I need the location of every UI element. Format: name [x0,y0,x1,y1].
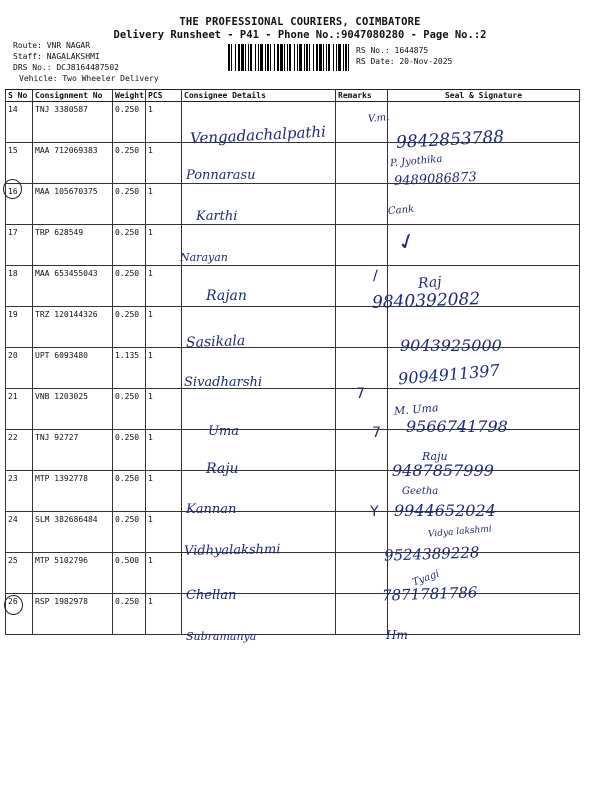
remarks-cell [336,471,388,512]
barcode-bar [343,44,344,71]
handwritten-signature: Geetha [402,486,439,497]
vehicle-text: Vehicle: Two Wheeler Delivery [19,74,159,83]
drs-text: DRS No.: DCJ8164487502 [13,63,119,72]
col-consignment: Consignment No [33,90,113,102]
weight-cell: 0.250 [113,594,146,635]
pcs-cell: 1 [146,307,182,348]
weight-cell: 0.250 [113,266,146,307]
consignee-handwritten-name: Sasikala [185,332,246,352]
barcode-bar [299,44,302,71]
remark-tick-mark: / [373,268,378,284]
barcode-bar [287,44,288,71]
consignment-cell: TNJ 3380587 [33,102,113,143]
barcode-bar [319,44,322,71]
meta-left [13,40,119,73]
remarks-cell [336,184,388,225]
route-text: Route: VNR NAGAR [13,41,91,50]
pcs-cell: 1 [146,184,182,225]
serial-circle-mark [4,595,23,615]
consignee-handwritten-name: Chellan [186,588,237,603]
handwritten-signature: Raju [422,450,448,463]
consignment-cell: MAA 653455043 [33,266,113,307]
serial-number-cell: 20 [6,348,33,389]
col-pcs: PCS [146,90,182,102]
consignee-cell [182,430,336,471]
remarks-cell [336,553,388,594]
serial-number-cell: 19 [6,307,33,348]
barcode-bar [274,44,275,71]
remarks-cell [336,307,388,348]
serial-number-cell: 22 [6,430,33,471]
consignee-handwritten-name: Kannan [186,502,237,517]
handwritten-signature: 9043925000 [400,336,502,355]
remarks-cell [336,225,388,266]
consignment-cell: TRP 628549 [33,225,113,266]
handwritten-signature: Vidya lakshmi [427,524,493,540]
table-header-row [6,90,580,102]
serial-number-cell: 25 [6,553,33,594]
handwritten-signature: 9489086873 [393,169,478,190]
handwritten-signature: 9566741798 [406,417,508,436]
barcode-bar [284,44,285,71]
consignee-handwritten-name: Vengadachalpathi [189,122,327,148]
barcode-bar [323,44,324,71]
remark-tick-mark: 7 [356,386,365,402]
barcode-bar [248,44,249,71]
consignment-cell: UPT 6093480 [33,348,113,389]
handwritten-signature: 9944652024 [394,501,496,520]
barcode-bar [235,44,236,71]
barcode [228,44,352,71]
serial-number-cell: 17 [6,225,33,266]
handwritten-signature: M. Uma [393,401,439,418]
weight-cell: 0.250 [113,184,146,225]
rs-number: RS No.: 1644875 [356,46,429,55]
consignment-cell: RSP 1982978 [33,594,113,635]
consignee-cell [182,389,336,430]
barcode-bar [255,44,256,71]
consignment-cell: MAA 105670375 [33,184,113,225]
signature-cell [388,184,580,225]
barcode-bar [277,44,279,71]
weight-cell: 1.135 [113,348,146,389]
serial-number-cell: 21 [6,389,33,430]
handwritten-signature: 9842853788 [395,127,505,153]
table-row [6,184,580,225]
weight-cell: 0.250 [113,102,146,143]
serial-number-cell: 23 [6,471,33,512]
pcs-cell: 1 [146,389,182,430]
consignee-handwritten-name: Vidhyalakshmi [183,542,281,559]
barcode-bar [345,44,347,71]
serial-circle-mark [3,179,22,199]
barcode-bar [241,44,244,71]
weight-cell: 0.250 [113,143,146,184]
serial-number-cell: 16 [6,184,33,225]
remark-tick-mark: 7 [372,425,381,441]
consignee-handwritten-name: Karthi [196,209,238,224]
table-row [6,553,580,594]
barcode-bar [333,44,334,71]
pcs-cell: 1 [146,348,182,389]
table-row [6,225,580,266]
barcode-bar [338,44,341,71]
serial-number-cell: 15 [6,143,33,184]
barcode-bar [326,44,327,71]
table-row [6,266,580,307]
barcode-bar [309,44,310,71]
consignment-cell: TNJ 92727 [33,430,113,471]
table-row [6,143,580,184]
consignee-handwritten-name: Narayan [180,251,228,264]
col-sno: S No [6,90,33,102]
pcs-cell: 1 [146,471,182,512]
col-consignee: Consignee Details [182,90,336,102]
remarks-cell [336,594,388,635]
serial-number-cell: 26 [6,594,33,635]
col-weight: Weight [113,90,146,102]
barcode-bar [316,44,318,71]
pcs-cell: 1 [146,143,182,184]
rs-date: RS Date: 20-Nov-2025 [356,57,453,66]
barcode-bar [294,44,295,71]
pcs-cell: 1 [146,225,182,266]
pcs-cell: 1 [146,553,182,594]
weight-cell: 0.250 [113,225,146,266]
handwritten-signature: Cank [387,203,415,218]
barcode-bar [265,44,266,71]
barcode-bar [267,44,269,71]
handwritten-signature: 7871781786 [381,583,478,605]
serial-number-cell: 24 [6,512,33,553]
serial-number-cell: 18 [6,266,33,307]
consignee-handwritten-name: Rajan [206,288,247,304]
consignment-cell: MTP 5102796 [33,553,113,594]
remarks-cell [336,348,388,389]
signature-scribble-icon: ✓ [394,227,421,258]
barcode-bar [228,44,230,71]
barcode-bar [348,44,349,71]
meta-right [356,45,452,67]
staff-text: Staff: NAGALAKSHMI [13,52,100,61]
barcode-bar [238,44,240,71]
barcode-bar [336,44,337,71]
barcode-bar [304,44,305,71]
handwritten-signature: Tyagi [410,568,441,589]
weight-cell: 0.250 [113,512,146,553]
barcode-bar [250,44,252,71]
barcode-bar [231,44,232,71]
weight-cell: 0.250 [113,307,146,348]
remarks-cell [336,143,388,184]
remarks-cell [336,512,388,553]
pcs-cell: 1 [146,266,182,307]
handwritten-signature: Hm [386,628,408,642]
consignee-handwritten-name: Sivadharshi [184,375,263,390]
handwritten-signature: 9840392082 [371,289,481,313]
sheet-subtitle: Delivery Runsheet - P41 - Phone No.:9047080280 - Page No.:2 [113,29,487,41]
handwritten-signature: 9487857999 [392,461,494,480]
weight-cell: 0.250 [113,389,146,430]
col-remarks: Remarks [336,90,388,102]
weight-cell: 0.500 [113,553,146,594]
handwritten-signature: Raj [417,274,443,292]
table-row [6,594,580,635]
consignment-cell: SLM 382686484 [33,512,113,553]
consignee-handwritten-name: Ponnarasu [186,168,256,183]
consignment-cell: TRZ 120144326 [33,307,113,348]
pcs-cell: 1 [146,594,182,635]
serial-number-cell: 14 [6,102,33,143]
barcode-bar [258,44,259,71]
consignee-handwritten-name: Subramanya [186,630,257,643]
handwritten-signature: V.m. [367,112,390,125]
consignee-handwritten-name: Uma [208,424,240,439]
pcs-cell: 1 [146,102,182,143]
handwritten-signature: P. Jyothika [389,153,443,170]
barcode-bar [313,44,314,71]
consignee-handwritten-name: Raju [206,461,239,477]
remark-tick-mark: Y [370,504,379,520]
col-signature: Seal & Signature [388,90,580,102]
barcode-bar [280,44,283,71]
weight-cell: 0.250 [113,471,146,512]
barcode-bar [260,44,263,71]
handwritten-signature: 9524389228 [383,543,480,565]
handwritten-signature: 9094911397 [397,360,501,389]
barcode-bar [289,44,291,71]
barcode-bar [328,44,330,71]
pcs-cell: 1 [146,512,182,553]
consignee-cell [182,266,336,307]
weight-cell: 0.250 [113,430,146,471]
barcode-bar [297,44,298,71]
consignment-cell: MTP 1392778 [33,471,113,512]
consignment-cell: MAA 712069383 [33,143,113,184]
sheet-title: THE PROFESSIONAL COURIERS, COIMBATORE [179,16,421,28]
pcs-cell: 1 [146,430,182,471]
consignment-cell: VNB 1203025 [33,389,113,430]
barcode-bar [306,44,308,71]
barcode-bar [245,44,246,71]
barcode-bar [270,44,271,71]
